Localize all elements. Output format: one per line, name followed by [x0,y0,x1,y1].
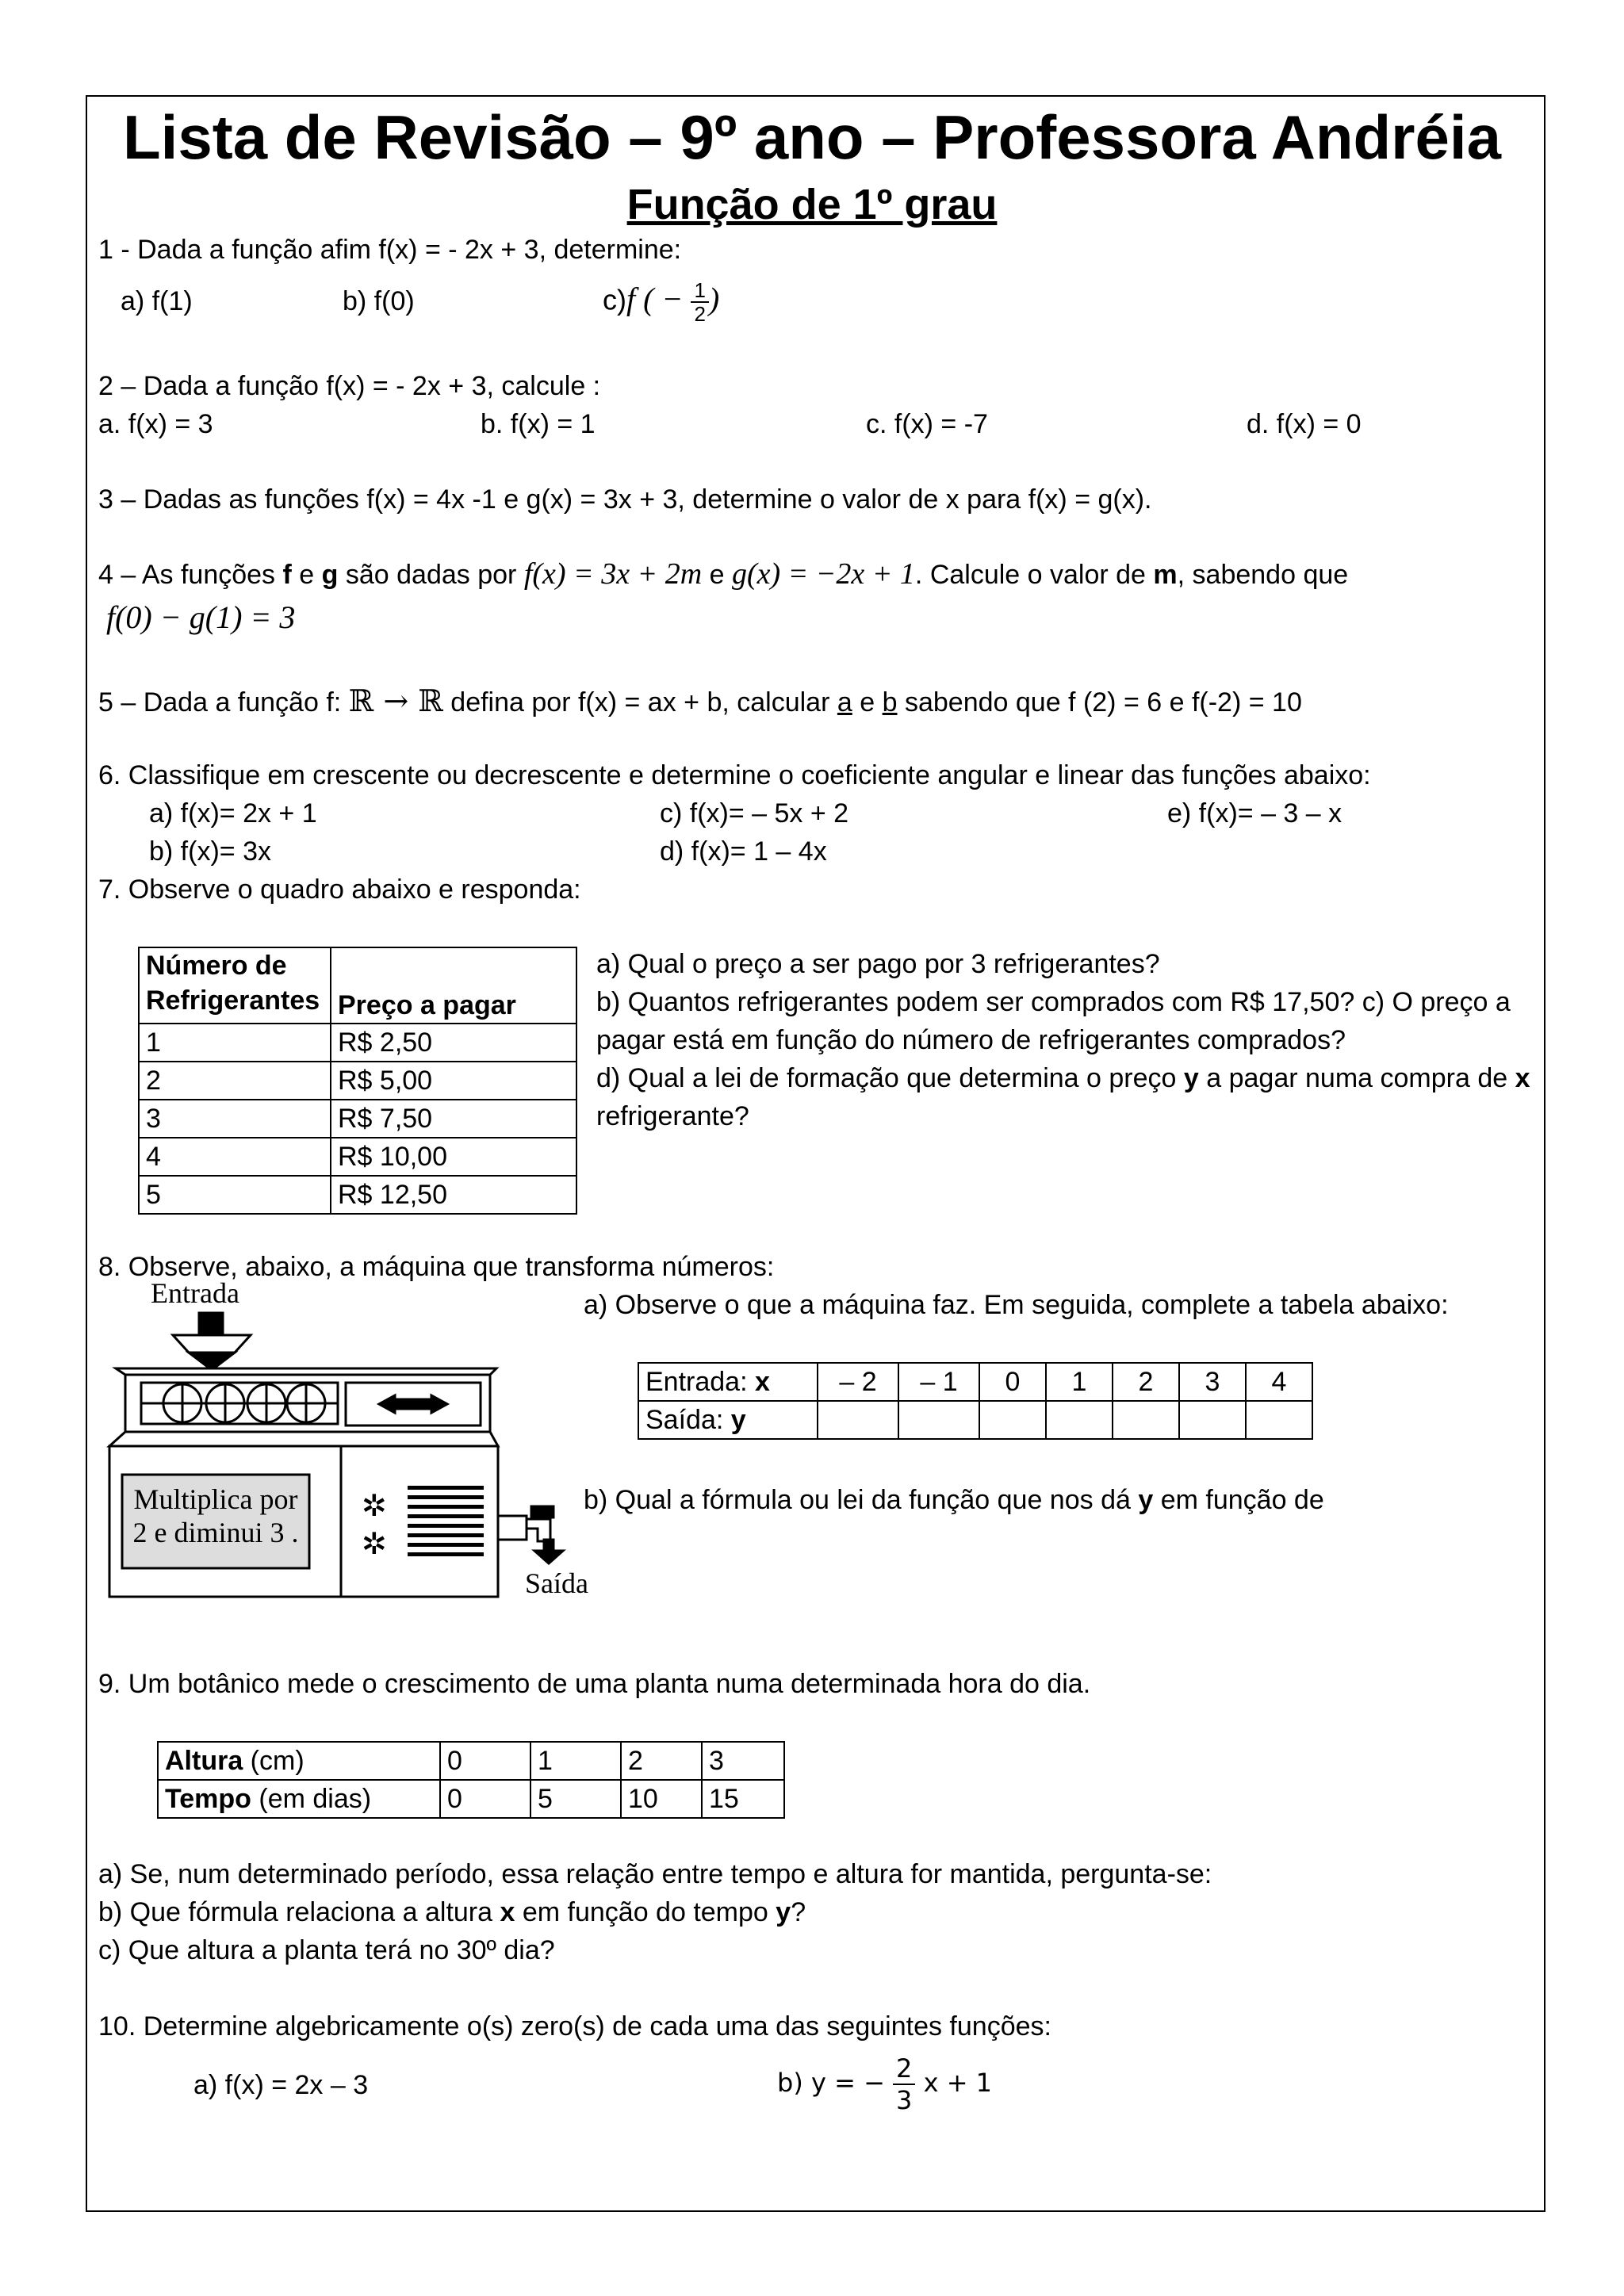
q9-row2-unit: (em dias) [251,1784,372,1814]
table-cell: 2 [139,1062,331,1100]
q9-stem: 9. Um botânico mede o crescimento de uma planta numa determinada hora do dia. [98,1669,1091,1699]
q10-b-suffix: x + 1 [915,2068,993,2098]
table-row [158,1780,784,1818]
q6-d: d) f(x)= 1 – 4x [660,836,827,867]
q9-b-text-3: ? [791,1897,806,1927]
q7-line-e: refrigerante? [596,1101,749,1131]
q7-header-qty-line2: Refrigerantes [146,985,320,1016]
q1-a: a) f(1) [121,286,193,316]
q10-a: a) f(x) = 2x – 3 [193,2070,369,2100]
machine-display-line2: 2 e diminui 3 . [132,1517,299,1548]
q10-b-prefix: b) y = − [777,2068,894,2098]
q4-text-5: . Calcule o valor de [914,560,1154,590]
q7-line-c: pagar está em função do número de refrigerantes comprados? [596,1025,1346,1055]
machine-display-line1: Multiplica por [133,1483,298,1515]
table-cell: 0 [440,1742,530,1780]
q1-c-close: ) [708,281,720,317]
q10-stem: 10. Determine algebricamente o(s) zero(s) de cada uma das seguintes funções: [98,2011,1051,2042]
q9-row2-label [158,1780,440,1818]
q9-b-text-1: b) Que fórmula relaciona a altura [98,1897,500,1927]
q5-a: a [837,687,852,718]
table-row [139,1100,576,1138]
table-cell: 2 [1113,1363,1179,1401]
q4-g: g [321,560,339,590]
q8-a: a) Observe o que a máquina faz. Em seguida, complete a tabela abaixo: [584,1290,1449,1320]
q4-text-6: , sabendo que [1177,560,1349,590]
q10-b-fraction [893,2053,915,2115]
q4-text-2: e [291,560,322,590]
q6-stem: 6. Classifique em crescente ou decrescente e determine o coeficiente angular e linear das funções abaixo: [98,760,1371,790]
q9-b-y: y [776,1897,791,1927]
q1-c-expr: f ( − [626,281,691,317]
q7-d-text-2: a pagar numa compra de [1198,1063,1515,1093]
q1-c [603,279,719,325]
q10-b [777,2053,992,2115]
q5-b: b [882,687,898,718]
q4-fx: f(x) = 3x + 2m [523,557,703,591]
q9-row1-label-bold: Altura [165,1746,243,1776]
q8-stem: 8. Observe, abaixo, a máquina que transforma números: [98,1252,775,1282]
table-cell: – 2 [818,1363,898,1401]
q1-c-prefix: c) [603,283,626,316]
q5-text-2: defina por f(x) = ax + b, calcular [442,687,837,718]
q8-table [638,1362,1313,1440]
q4-condition: f(0) − g(1) = 3 [106,599,296,635]
q5-map: ℝ → ℝ [348,683,443,718]
q6-c: c) f(x)= – 5x + 2 [660,798,849,828]
q1-c-fraction [691,279,708,325]
table-cell: 4 [1246,1363,1312,1401]
q3-stem: 3 – Dadas as funções f(x) = 4x -1 e g(x) = 3x + 3, determine o valor de x para f(x) = g(x). [98,484,1152,515]
q5-text-4: sabendo que f (2) = 6 e f(-2) = 10 [897,687,1302,718]
table-cell [1113,1401,1179,1439]
q4-text-4: e [702,560,732,590]
table-cell: R$ 10,00 [331,1138,576,1176]
table-cell: 0 [979,1363,1046,1401]
table-cell: 3 [1179,1363,1246,1401]
q9-row2-label-bold: Tempo [165,1784,251,1814]
q1-c-numerator: 1 [691,279,708,303]
q2-b: b. f(x) = 1 [481,409,596,439]
table-cell: 5 [139,1176,331,1214]
q7-line-a: a) Qual o preço a ser pago por 3 refrigerantes? [596,949,1160,979]
table-cell [1179,1401,1246,1439]
q4-text-3: são dadas por [338,560,524,590]
table-cell: R$ 2,50 [331,1024,576,1062]
svg-text:✲: ✲ [362,1488,387,1523]
q9-b [98,1896,806,1928]
q4-line1 [98,558,1348,591]
q8-b-y: y [1138,1485,1154,1515]
q7-d-y: y [1183,1063,1199,1093]
q1-b: b) f(0) [343,286,415,316]
machine-display [122,1483,309,1549]
q9-b-x: x [500,1897,515,1927]
table-cell: R$ 7,50 [331,1100,576,1138]
table-cell: 5 [530,1780,621,1818]
table-cell: 0 [440,1780,530,1818]
q7-header-price: Preço a pagar [331,947,576,1024]
q8-output-label-cell [638,1401,818,1439]
q8-b [584,1484,1324,1516]
table-row [139,1176,576,1214]
table-cell: – 1 [898,1363,979,1401]
table-row [638,1401,1312,1439]
table-row [139,1138,576,1176]
table-cell: 1 [1046,1363,1113,1401]
table-cell: 1 [530,1742,621,1780]
q6-b: b) f(x)= 3x [149,836,271,867]
q4-m: m [1153,560,1178,590]
q9-row1-label [158,1742,440,1780]
q7-header-qty [139,947,331,1024]
table-cell: 1 [139,1024,331,1062]
machine-drawing [94,1276,601,1609]
table-cell: 4 [139,1138,331,1176]
q1-stem: 1 - Dada a função afim f(x) = - 2x + 3, determine: [98,235,682,265]
q5-text-3: e [852,687,883,718]
q1-c-denominator: 2 [694,302,706,326]
q9-row1-unit: (cm) [243,1746,304,1776]
table-cell [818,1401,898,1439]
q7-d-x: x [1515,1063,1530,1093]
q7-line-d [596,1062,1530,1094]
q7-table [138,947,577,1215]
q9-c: c) Que altura a planta terá no 30º dia? [98,1935,555,1965]
svg-text:✲: ✲ [362,1526,387,1561]
table-cell: 3 [139,1100,331,1138]
page-subtitle: Função de 1º grau [626,181,998,228]
q7-line-b: b) Quantos refrigerantes podem ser comprados com R$ 17,50? c) O preço a [596,987,1511,1017]
table-cell: 2 [621,1742,702,1780]
q8-input-var: x [754,1367,770,1397]
table-cell: R$ 5,00 [331,1062,576,1100]
table-cell [1246,1401,1312,1439]
q2-c: c. f(x) = -7 [866,409,988,439]
table-cell [898,1401,979,1439]
q6-a: a) f(x)= 2x + 1 [149,798,317,828]
q5-line [98,685,1302,718]
q10-b-denominator: 3 [896,2085,913,2115]
q10-b-numerator: 2 [893,2053,915,2085]
machine-saida-label: Saída [525,1567,588,1599]
q6-e: e) f(x)= – 3 – x [1167,798,1342,828]
table-row [158,1742,784,1780]
machine-entrada-label: Entrada [151,1277,239,1309]
q4-gx: g(x) = −2x + 1 [731,557,915,591]
table-cell: 15 [702,1780,784,1818]
table-cell [979,1401,1046,1439]
q9-a: a) Se, num determinado período, essa relação entre tempo e altura for mantida, pergunta-se: [98,1859,1212,1889]
table-row [139,1024,576,1062]
q7-d-text-1: d) Qual a lei de formação que determina o preço [596,1063,1184,1093]
table-cell: 10 [621,1780,702,1818]
q8-output-label: Saída: [645,1405,731,1435]
q7-stem: 7. Observe o quadro abaixo e responda: [98,874,581,905]
q2-stem: 2 – Dada a função f(x) = - 2x + 3, calcule : [98,371,601,401]
table-cell: 3 [702,1742,784,1780]
table-row [638,1363,1312,1401]
q2-d: d. f(x) = 0 [1247,409,1362,439]
table-cell [1046,1401,1113,1439]
q9-b-text-2: em função do tempo [515,1897,776,1927]
table-row [139,1062,576,1100]
q2-a: a. f(x) = 3 [98,409,213,439]
q8-b-text-2: em função de [1153,1485,1324,1515]
q8-input-label-cell [638,1363,818,1401]
page-title: Lista de Revisão – 9º ano – Professora Andréia [123,102,1501,172]
q7-header-qty-line1: Número de [146,951,287,981]
q5-text-1: 5 – Dada a função f: [98,687,349,718]
table-row [139,947,576,1024]
machine-illustration [94,1276,601,1609]
q8-input-label: Entrada: [645,1367,755,1397]
q8-b-text-1: b) Qual a fórmula ou lei da função que nos dá [584,1485,1139,1515]
q8-output-var: y [730,1405,746,1435]
q4-f: f [282,560,292,590]
q9-table [157,1741,785,1819]
table-cell: R$ 12,50 [331,1176,576,1214]
q4-text-1: 4 – As funções [98,560,283,590]
